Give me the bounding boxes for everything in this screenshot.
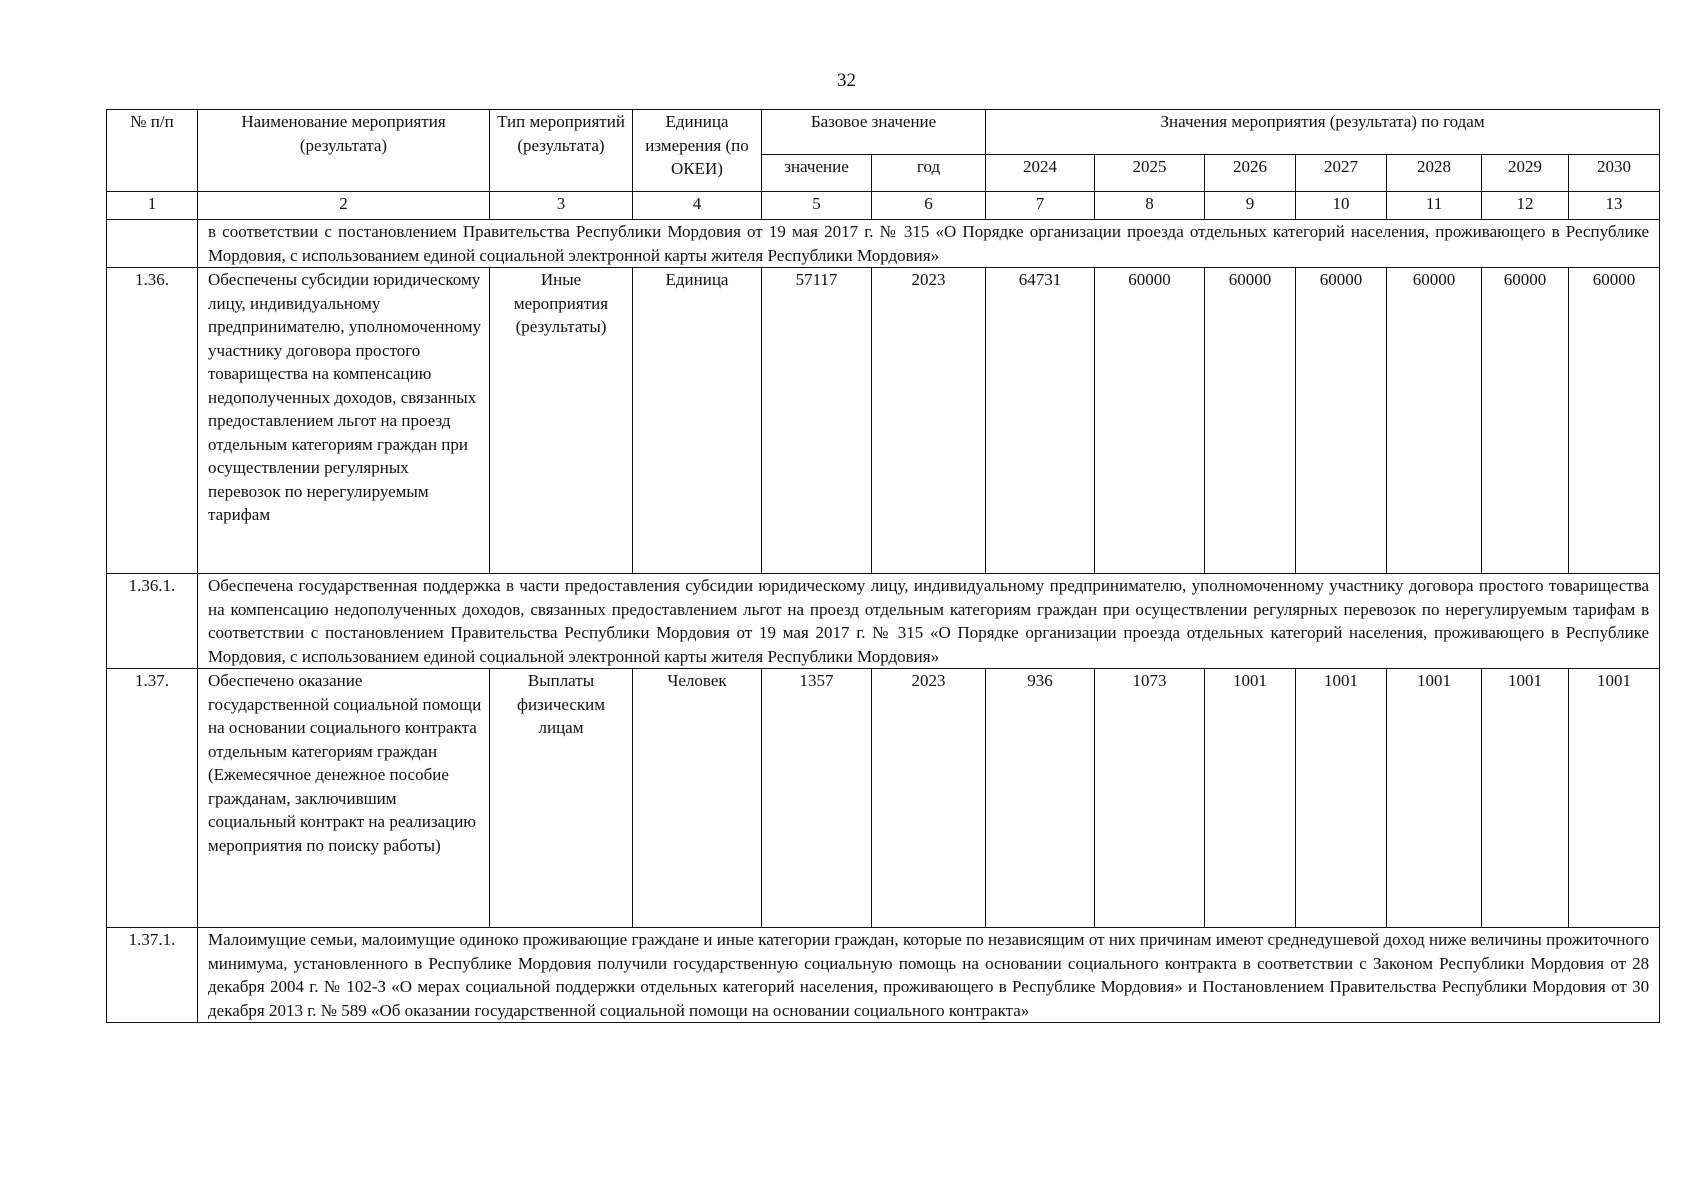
note-row	[107, 574, 1660, 669]
base-value: 57117	[762, 268, 872, 574]
header-year: 2029	[1482, 155, 1569, 192]
year-value: 1001	[1205, 669, 1296, 928]
header-type: Тип мероприятий (результата)	[490, 110, 633, 192]
note-row	[107, 928, 1660, 1023]
column-number: 5	[762, 192, 872, 220]
row-number: 1.36.	[107, 268, 198, 574]
header-year: 2024	[986, 155, 1095, 192]
year-value: 1001	[1296, 669, 1387, 928]
column-number: 2	[198, 192, 490, 220]
header-year: 2026	[1205, 155, 1296, 192]
header-base-value: значение	[762, 155, 872, 192]
header-base: Базовое значение	[762, 110, 986, 155]
column-number: 12	[1482, 192, 1569, 220]
year-value: 1001	[1569, 669, 1660, 928]
year-value: 1001	[1387, 669, 1482, 928]
year-value: 1001	[1482, 669, 1569, 928]
activities-table	[106, 109, 1660, 1023]
note-text: Малоимущие семьи, малоимущие одиноко проживающие граждане и иные категории граждан, которые по независящим от них причинам имеют среднедушевой доход ниже величины прожиточного минимума, установленного в Республике Мордовия получили государственную социальную помощь на основании социального контракта в соответствии с Законом Республики Мордовия от 28 декабря 2004 г. № 102-З «О мерах социальной поддержки отдельных категорий населения, проживающего в Республике Мордовия» и Постановлением Правительства Республики Мордовия от 30 декабря 2013 г. № 589 «Об оказании государственной социальной помощи на основании социального контракта»	[198, 928, 1660, 1023]
activity-type: Иные мероприятия (результаты)	[490, 268, 633, 574]
activity-unit: Человек	[633, 669, 762, 928]
base-year: 2023	[872, 268, 986, 574]
header-years-group: Значения мероприятия (результата) по годам	[986, 110, 1660, 155]
column-number: 11	[1387, 192, 1482, 220]
row-number: 1.37.1.	[107, 928, 198, 1023]
column-number: 7	[986, 192, 1095, 220]
column-number: 4	[633, 192, 762, 220]
header-row-1	[107, 110, 1660, 155]
page-number: 32	[837, 70, 856, 91]
note-text: в соответствии с постановлением Правительства Республики Мордовия от 19 мая 2017 г. № 315 «О Порядке организации проезда отдельных категорий населения, проживающего в Республике Мордовия, с использованием единой социальной электронной карты жителя Республики Мордовия»	[198, 220, 1660, 268]
activity-name: Обеспечены субсидии юридическому лицу, индивидуальному предпринимателю, уполномоченному участнику договора простого товарищества на компенсацию недополученных доходов, связанных предоставлением льгот на проезд отдельным категориям граждан при осуществлении регулярных перевозок по нерегулируемым тарифам	[198, 268, 490, 574]
header-unit: Единица измерения (по ОКЕИ)	[633, 110, 762, 192]
year-value: 60000	[1205, 268, 1296, 574]
activity-type: Выплаты физическим лицам	[490, 669, 633, 928]
column-number: 6	[872, 192, 986, 220]
header-year: 2030	[1569, 155, 1660, 192]
year-value: 64731	[986, 268, 1095, 574]
column-number: 9	[1205, 192, 1296, 220]
column-number: 8	[1095, 192, 1205, 220]
activity-row	[107, 669, 1660, 928]
column-number: 3	[490, 192, 633, 220]
header-num: № п/п	[107, 110, 198, 192]
column-number: 1	[107, 192, 198, 220]
note-row	[107, 220, 1660, 268]
note-text: Обеспечена государственная поддержка в части предоставления субсидии юридическому лицу, индивидуальному предпринимателю, уполномоченному участнику договора простого товарищества на компенсацию недополученных доходов, связанных предоставлением льгот на проезд отдельным категориям граждан при осуществлении регулярных перевозок по нерегулируемым тарифам в соответствии с постановлением Правительства Республики Мордовия от 19 мая 2017 г. № 315 «О Порядке организации проезда отдельных категорий населения, проживающего в Республике Мордовия, с использованием единой социальной электронной карты жителя Республики Мордовия»	[198, 574, 1660, 669]
activity-unit: Единица	[633, 268, 762, 574]
row-number: 1.37.	[107, 669, 198, 928]
base-value: 1357	[762, 669, 872, 928]
header-year: 2028	[1387, 155, 1482, 192]
year-value: 1073	[1095, 669, 1205, 928]
year-value: 60000	[1482, 268, 1569, 574]
activity-name: Обеспечено оказание государственной социальной помощи на основании социального контракта отдельным категориям граждан (Ежемесячное денежное пособие гражданам, заключившим социальный контракт на реализацию мероприятия по поиску работы)	[198, 669, 490, 928]
year-value: 60000	[1095, 268, 1205, 574]
row-number	[107, 220, 198, 268]
year-value: 60000	[1569, 268, 1660, 574]
year-value: 60000	[1296, 268, 1387, 574]
column-number: 10	[1296, 192, 1387, 220]
header-year: 2025	[1095, 155, 1205, 192]
row-number: 1.36.1.	[107, 574, 198, 669]
header-base-year: год	[872, 155, 986, 192]
column-numbers-row	[107, 192, 1660, 220]
header-name: Наименование мероприятия (результата)	[198, 110, 490, 192]
header-year: 2027	[1296, 155, 1387, 192]
base-year: 2023	[872, 669, 986, 928]
year-value: 936	[986, 669, 1095, 928]
column-number: 13	[1569, 192, 1660, 220]
activity-row	[107, 268, 1660, 574]
year-value: 60000	[1387, 268, 1482, 574]
